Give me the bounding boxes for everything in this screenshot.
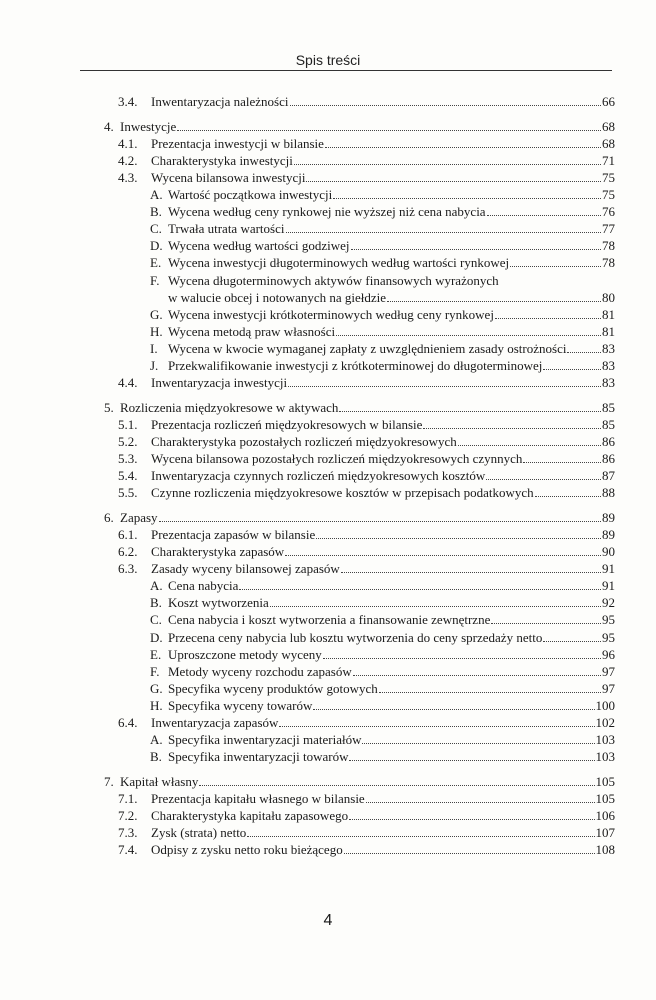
leader-dots	[313, 709, 594, 710]
toc-entry-title: Metody wyceny rozchodu zapasów	[168, 663, 352, 679]
toc-entry-page: 78	[602, 238, 615, 254]
toc-entry-number: A.	[150, 731, 163, 747]
toc-entry-title: Wycena według wartości godziwej	[168, 238, 350, 254]
toc-entry-number: D.	[150, 238, 163, 254]
toc-entry-title: Specyfika inwentaryzacji materiałów	[168, 731, 362, 747]
leader-dots	[336, 335, 601, 336]
toc-entry	[118, 153, 615, 169]
toc-entry-number: D.	[150, 629, 163, 645]
toc-entry-page: 68	[602, 136, 615, 152]
leader-dots	[270, 606, 601, 607]
toc-entry-title: Przekwalifikowanie inwestycji z krótkoterminowej do długoterminowej	[168, 357, 543, 373]
leader-dots	[199, 785, 594, 786]
toc-entry	[150, 698, 615, 714]
toc-entry-number: 7.1.	[118, 790, 138, 806]
toc-entry-number: 5.2.	[118, 433, 138, 449]
toc-entry-page: 76	[602, 204, 615, 220]
toc-entry-page: 85	[602, 416, 615, 432]
toc-entry-number: 5.4.	[118, 468, 138, 484]
toc-entry-title: Inwentaryzacja inwestycji	[151, 374, 288, 390]
toc-entry-page: 71	[602, 153, 615, 169]
leader-dots	[353, 675, 601, 676]
toc-entry-page: 95	[602, 612, 615, 628]
toc-entry-page: 91	[602, 578, 615, 594]
toc-entry	[104, 510, 615, 526]
toc-entry	[150, 341, 615, 357]
toc-entry	[150, 187, 615, 203]
leader-dots	[177, 130, 601, 131]
toc-entry-page: 91	[602, 561, 615, 577]
toc-entry-number: 4.	[104, 119, 114, 135]
toc-entry-number: 4.2.	[118, 153, 138, 169]
toc-entry-page: 77	[602, 221, 615, 237]
toc-entry-title: Prezentacja zapasów w bilansie	[151, 527, 316, 543]
leader-dots	[294, 164, 601, 165]
toc-entry-title: Czynne rozliczenia międzyokresowe kosztów w przepisach podatkowych	[151, 485, 534, 501]
toc-entry	[118, 842, 615, 858]
toc-entry-title: Specyfika wyceny towarów	[168, 697, 313, 713]
toc-entry-number: 6.	[104, 510, 114, 526]
leader-dots	[510, 266, 601, 267]
toc-entry-number: E.	[150, 646, 162, 662]
leader-dots	[366, 802, 595, 803]
toc-entry	[150, 358, 615, 374]
toc-entry	[118, 468, 615, 484]
leader-dots	[341, 572, 601, 573]
toc-entry-number: 7.	[104, 773, 114, 789]
toc-entry-title: Charakterystyka kapitału zapasowego	[151, 808, 349, 823]
toc-entry-title: Trwała utrata wartości	[168, 221, 285, 237]
toc-entry	[150, 595, 615, 611]
toc-entry	[150, 307, 615, 323]
toc-entry-page: 90	[602, 544, 615, 560]
leader-dots	[567, 352, 601, 353]
toc-entry-number: 5.1.	[118, 416, 138, 432]
toc-entry	[118, 561, 615, 577]
toc-entry-title: Wycena bilansowa pozostałych rozliczeń międzyokresowych czynnych	[151, 451, 523, 466]
leader-dots	[323, 658, 601, 659]
leader-dots	[344, 853, 595, 854]
toc-entry-title: Specyfika inwentaryzacji towarów	[168, 748, 349, 764]
toc-entry-title: Charakterystyka zapasów	[151, 544, 285, 560]
toc-entry-title: Inwentaryzacja czynnych rozliczeń międzyokresowych kosztów	[151, 468, 486, 484]
toc-entry-page: 96	[602, 646, 615, 662]
leader-dots	[495, 318, 601, 319]
leader-dots	[487, 215, 601, 216]
toc-entry-title: Inwentaryzacja zapasów	[151, 714, 279, 730]
page-number: 4	[323, 912, 333, 929]
toc-entry-title: Zapasy	[120, 510, 158, 526]
toc-entry-number: C.	[150, 612, 162, 628]
toc-entry	[118, 375, 615, 391]
toc-entry-page: 105	[595, 790, 615, 806]
toc-entry	[104, 400, 615, 416]
toc-entry-page: 75	[602, 187, 615, 203]
toc-entry	[104, 119, 615, 135]
toc-entry-page: 107	[595, 825, 615, 841]
leader-dots	[316, 538, 601, 539]
toc-entry-number: 6.4.	[118, 714, 138, 730]
toc-entry-number: 5.	[104, 399, 114, 415]
toc-entry	[118, 94, 615, 110]
toc-entry-number: 5.5.	[118, 485, 138, 501]
toc-entry-title: Prezentacja rozliczeń międzyokresowych w bilansie	[151, 416, 423, 432]
toc-entry	[150, 204, 615, 220]
leader-dots	[333, 198, 601, 199]
toc-entry	[168, 290, 615, 306]
toc-entry	[150, 238, 615, 254]
toc-entry	[118, 136, 615, 152]
toc-entry-title: Prezentacja inwestycji w bilansie	[151, 136, 324, 152]
toc-entry-number: 6.2.	[118, 544, 138, 560]
toc-entry-number: H.	[150, 697, 163, 713]
toc-entry	[118, 791, 615, 807]
toc-entry-title: Wycena inwestycji krótkoterminowych według ceny rynkowej	[168, 306, 494, 322]
toc-entry-page: 92	[602, 595, 615, 611]
toc-entry	[150, 664, 615, 680]
toc-entry-title: Wycena według ceny rynkowej nie wyższej niż cena nabycia	[168, 204, 486, 220]
toc-entry	[118, 434, 615, 450]
leader-dots	[351, 249, 601, 250]
toc-entry-title: Wycena w kwocie wymaganej zapłaty z uwzględnieniem zasady ostrożności	[168, 340, 567, 356]
leader-dots	[239, 589, 601, 590]
toc-entry-number: 4.4.	[118, 374, 138, 390]
toc-entry-number: 4.1.	[118, 136, 138, 152]
toc-entry-number: H.	[150, 323, 163, 339]
toc-entry-number: J.	[150, 357, 159, 373]
leader-dots	[286, 232, 602, 233]
header-rule	[80, 70, 612, 71]
leader-dots	[362, 743, 594, 744]
toc-entry-title: Prezentacja kapitału własnego w bilansie	[151, 790, 365, 806]
toc-entry-title: w walucie obcej i notowanych na giełdzie	[168, 289, 387, 305]
toc-entry-page: 85	[602, 399, 615, 415]
toc-entry	[150, 255, 615, 271]
toc-entry-page: 89	[602, 510, 615, 526]
toc-entry	[150, 273, 615, 289]
leader-dots	[543, 641, 601, 642]
toc-entry-number: 4.3.	[118, 170, 138, 186]
leader-dots	[535, 496, 601, 497]
toc-entry-title: Kapitał własny	[120, 773, 199, 789]
toc-entry-title: Przecena ceny nabycia lub kosztu wytworzenia do ceny sprzedaży netto	[168, 629, 543, 645]
toc-entry-title: Wycena bilansowa inwestycji	[151, 170, 306, 186]
toc-entry	[150, 732, 615, 748]
leader-dots	[486, 479, 601, 480]
leader-dots	[349, 760, 594, 761]
toc-entry-number: I.	[150, 340, 158, 356]
leader-dots	[159, 521, 601, 522]
toc-entry-page: 89	[602, 527, 615, 543]
toc-entry	[118, 485, 615, 501]
toc-entry	[150, 578, 615, 594]
toc-entry-page: 78	[602, 255, 615, 271]
toc-entry-number: B.	[150, 748, 162, 764]
leader-dots	[387, 301, 601, 302]
toc-entry-title: Wycena metodą praw własności	[168, 323, 336, 339]
toc-entry-title: Wartość początkowa inwestycji	[168, 187, 333, 203]
toc-entry-page: 81	[602, 323, 615, 339]
leader-dots	[349, 819, 594, 820]
toc-entry	[118, 527, 615, 543]
toc-entry-title: Koszt wytworzenia	[168, 595, 269, 611]
leader-dots	[306, 181, 601, 182]
toc-entry-title: Zasady wyceny bilansowej zapasów	[151, 561, 340, 577]
toc-entry	[118, 170, 615, 186]
toc-entry-title: Wycena długoterminowych aktywów finansowych wyrażonych	[168, 272, 499, 288]
toc-entry-page: 100	[595, 697, 615, 713]
toc-entry-page: 83	[602, 357, 615, 373]
leader-dots	[288, 386, 601, 387]
leader-dots	[523, 462, 601, 463]
leader-dots	[279, 726, 594, 727]
toc-entry-title: Wycena inwestycji długoterminowych według wartości rynkowej	[168, 255, 510, 271]
toc-entry-number: A.	[150, 578, 163, 594]
toc-entry-number: B.	[150, 204, 162, 220]
leader-dots	[290, 105, 601, 106]
toc-entry-number: F.	[150, 272, 160, 288]
toc-entry	[118, 808, 615, 824]
toc-entry-number: 7.4.	[118, 842, 138, 858]
toc-entry-title: Charakterystyka pozostałych rozliczeń międzyokresowych	[151, 433, 457, 449]
toc-entry-page: 88	[602, 485, 615, 501]
leader-dots	[458, 445, 601, 446]
toc-entry-number: G.	[150, 680, 163, 696]
toc-entry-page: 66	[602, 94, 615, 109]
leader-dots	[325, 147, 601, 148]
toc-entry	[150, 647, 615, 663]
toc-entry-number: 7.2.	[118, 808, 138, 823]
toc-entry-page: 106	[595, 808, 615, 823]
toc-entry-page: 103	[595, 731, 615, 747]
toc-entry-number: 7.3.	[118, 825, 138, 841]
toc-entry	[150, 221, 615, 237]
running-header-title: Spis treści	[295, 52, 361, 68]
toc-entry-number: 3.4.	[118, 94, 138, 109]
toc-entry	[118, 715, 615, 731]
toc-entry-title: Inwentaryzacja należności	[151, 94, 289, 109]
toc-entry-title: Cena nabycia i koszt wytworzenia a finansowanie zewnętrzne	[168, 612, 491, 628]
toc-entry-page: 105	[595, 773, 615, 789]
toc-entry-title: Rozliczenia międzyokresowe w aktywach	[120, 399, 339, 415]
toc-entry-number: 6.1.	[118, 527, 138, 543]
toc-entry-page: 97	[602, 680, 615, 696]
toc-entry	[150, 681, 615, 697]
toc-entry-number: F.	[150, 663, 160, 679]
toc-entry	[150, 612, 615, 628]
toc-entry-number: 5.3.	[118, 451, 138, 466]
toc-entry	[104, 774, 615, 790]
toc-entry	[118, 544, 615, 560]
toc-entry	[118, 417, 615, 433]
leader-dots	[423, 428, 601, 429]
toc-entry-page: 81	[602, 306, 615, 322]
toc-entry-title: Zysk (strata) netto	[151, 825, 247, 841]
toc-entry-page: 102	[595, 714, 615, 730]
leader-dots	[339, 411, 601, 412]
toc-entry-page: 68	[602, 119, 615, 135]
leader-dots	[247, 836, 594, 837]
toc-entry	[118, 825, 615, 841]
toc-entry-page: 83	[602, 374, 615, 390]
toc-entry-title: Odpisy z zysku netto roku bieżącego	[151, 842, 343, 858]
toc-entry	[150, 630, 615, 646]
toc-entry	[118, 451, 615, 467]
toc-entry-page: 103	[595, 748, 615, 764]
toc-entry-page: 87	[602, 468, 615, 484]
toc-entry-page: 97	[602, 663, 615, 679]
toc-entry-title: Specyfika wyceny produktów gotowych	[168, 680, 378, 696]
toc-entry-title: Cena nabycia	[168, 578, 239, 594]
toc-entry-number: B.	[150, 595, 162, 611]
toc-entry	[150, 324, 615, 340]
toc-entry-number: 6.3.	[118, 561, 138, 577]
leader-dots	[491, 623, 601, 624]
toc-entry-title: Inwestycje	[120, 119, 177, 135]
toc-entry-number: A.	[150, 187, 163, 203]
toc-entry-title: Charakterystyka inwestycji	[151, 153, 293, 169]
leader-dots	[285, 555, 601, 556]
toc-entry	[150, 749, 615, 765]
toc-entry-page: 86	[602, 451, 615, 466]
toc-entry-page: 75	[602, 170, 615, 186]
toc-entry-title: Uproszczone metody wyceny	[168, 646, 322, 662]
toc-entry-page: 95	[602, 629, 615, 645]
leader-dots	[379, 692, 601, 693]
toc-entry-number: E.	[150, 255, 162, 271]
toc-entry-page: 80	[602, 289, 615, 305]
toc-entry-page: 108	[595, 842, 615, 858]
leader-dots	[543, 369, 601, 370]
toc-entry-number: C.	[150, 221, 162, 237]
toc-entry-number: G.	[150, 306, 163, 322]
toc-entry-page: 83	[602, 340, 615, 356]
toc-entry-page: 86	[602, 433, 615, 449]
